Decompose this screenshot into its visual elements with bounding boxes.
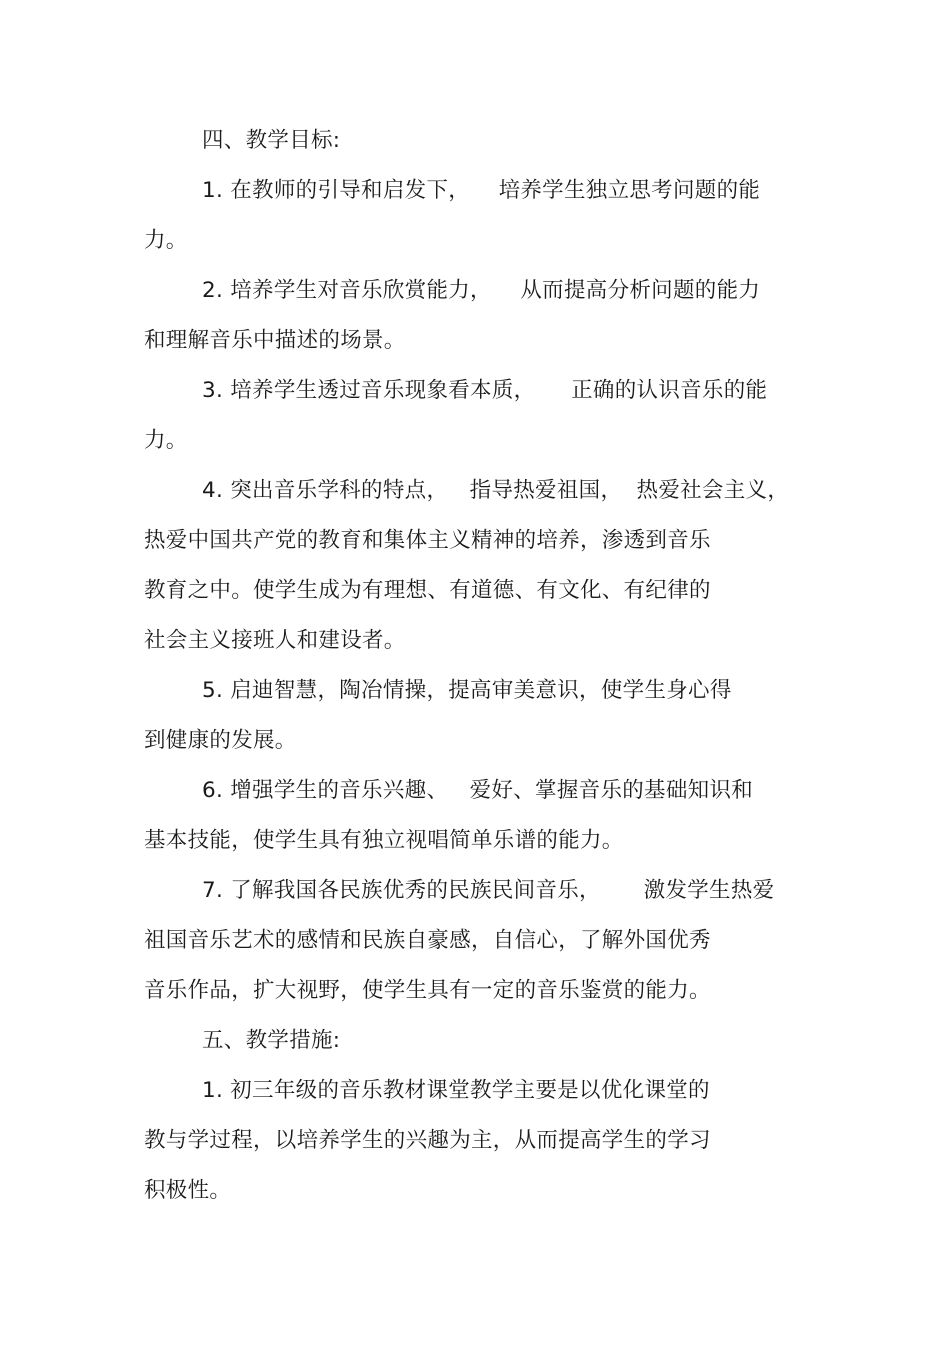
goal-2-line-1: 2. 培养学生对音乐欣赏能力， 从而提高分析问题的能力 bbox=[202, 278, 761, 303]
goal-4-line-2: 热爱中国共产党的教育和集体主义精神的培养，渗透到音乐 bbox=[144, 528, 711, 553]
goal-5-line-2: 到健康的发展。 bbox=[144, 728, 297, 753]
goal-5-line-1: 5. 启迪智慧，陶冶情操，提高审美意识，使学生身心得 bbox=[202, 678, 732, 703]
goal-3-line-2: 力。 bbox=[144, 428, 188, 453]
measure-1-line-3: 积极性。 bbox=[144, 1178, 232, 1203]
goal-4-line-1: 4. 突出音乐学科的特点， 指导热爱祖国， 热爱社会主义， bbox=[202, 478, 790, 503]
goal-6-line-2: 基本技能，使学生具有独立视唱简单乐谱的能力。 bbox=[144, 828, 624, 853]
goal-7-line-1: 7. 了解我国各民族优秀的民族民间音乐， 激发学生热爱 bbox=[202, 878, 775, 903]
goal-2-line-2: 和理解音乐中描述的场景。 bbox=[144, 328, 406, 353]
goal-1-line-1: 1. 在教师的引导和启发下， 培养学生独立思考问题的能 bbox=[202, 178, 761, 203]
measure-1-line-1: 1. 初三年级的音乐教材课堂教学主要是以优化课堂的 bbox=[202, 1078, 710, 1103]
section-heading-teaching-measures: 五、教学措施: bbox=[202, 1028, 341, 1053]
goal-3-line-1: 3. 培养学生透过音乐现象看本质， 正确的认识音乐的能 bbox=[202, 378, 768, 403]
goal-6-line-1: 6. 增强学生的音乐兴趣、 爱好、掌握音乐的基础知识和 bbox=[202, 778, 754, 803]
goal-7-line-3: 音乐作品，扩大视野，使学生具有一定的音乐鉴赏的能力。 bbox=[144, 978, 711, 1003]
section-heading-teaching-goals: 四、教学目标: bbox=[202, 128, 341, 153]
goal-1-line-2: 力。 bbox=[144, 228, 188, 253]
goal-4-line-3: 教育之中。使学生成为有理想、有道德、有文化、有纪律的 bbox=[144, 578, 711, 603]
goal-4-line-4: 社会主义接班人和建设者。 bbox=[144, 628, 406, 653]
goal-7-line-2: 祖国音乐艺术的感情和民族自豪感，自信心，了解外国优秀 bbox=[144, 928, 711, 953]
measure-1-line-2: 教与学过程，以培养学生的兴趣为主，从而提高学生的学习 bbox=[144, 1128, 711, 1153]
